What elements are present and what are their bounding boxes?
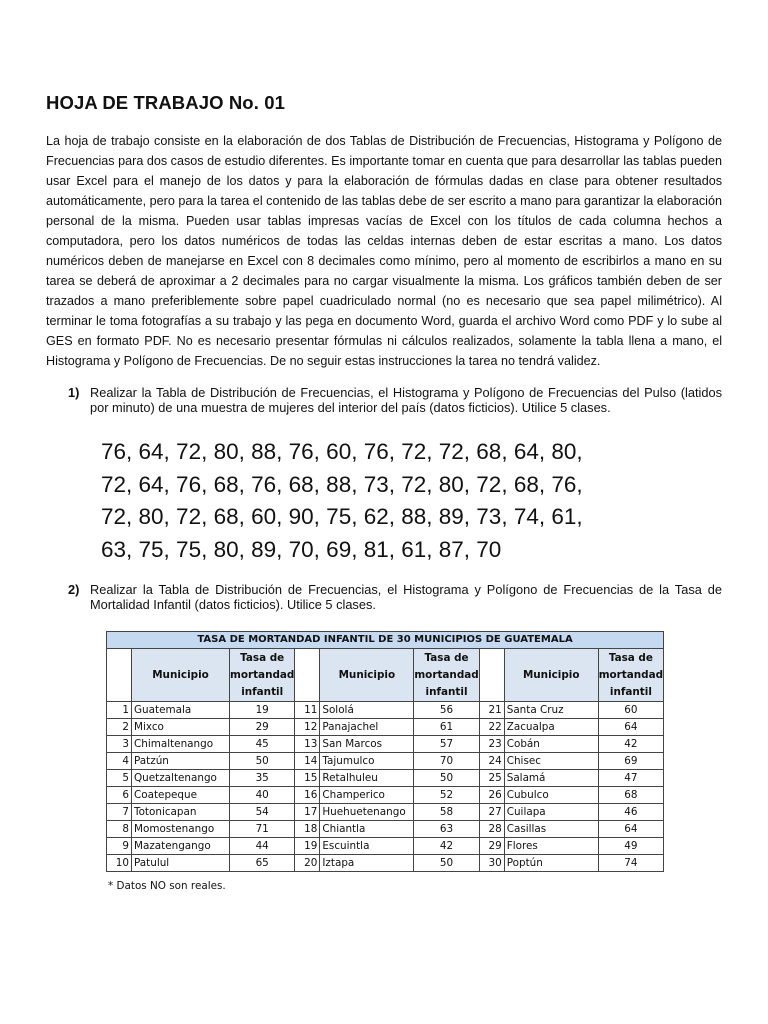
municipio-name: San Marcos bbox=[320, 736, 414, 753]
header-tasa-line: mortandad bbox=[598, 668, 664, 681]
instruction-2-number: 2) bbox=[68, 582, 80, 597]
row-number: 15 bbox=[295, 770, 320, 787]
municipio-name: Zacualpa bbox=[504, 719, 598, 736]
table-row bbox=[107, 753, 664, 770]
municipio-name: Flores bbox=[504, 838, 598, 855]
row-number: 9 bbox=[107, 838, 132, 855]
municipio-name: Mixco bbox=[132, 719, 230, 736]
municipio-name: Guatemala bbox=[132, 702, 230, 719]
row-number: 21 bbox=[479, 702, 504, 719]
tasa-value: 47 bbox=[598, 770, 663, 787]
municipio-name: Panajachel bbox=[320, 719, 414, 736]
municipio-name: Mazatengango bbox=[132, 838, 230, 855]
row-number: 29 bbox=[479, 838, 504, 855]
table-row bbox=[107, 702, 664, 719]
municipio-name: Patzún bbox=[132, 753, 230, 770]
header-tasa-line: mortandad bbox=[230, 668, 295, 681]
instruction-1-number: 1) bbox=[68, 385, 80, 400]
row-number: 20 bbox=[295, 855, 320, 872]
row-number: 14 bbox=[295, 753, 320, 770]
header-tasa bbox=[414, 649, 479, 702]
row-number: 7 bbox=[107, 804, 132, 821]
tasa-value: 69 bbox=[598, 753, 663, 770]
tasa-value: 42 bbox=[598, 736, 663, 753]
municipio-name: Escuintla bbox=[320, 838, 414, 855]
municipio-name: Totonicapan bbox=[132, 804, 230, 821]
row-number: 22 bbox=[479, 719, 504, 736]
tasa-value: 35 bbox=[230, 770, 295, 787]
municipio-name: Coatepeque bbox=[132, 787, 230, 804]
instruction-1 bbox=[68, 385, 722, 415]
tasa-value: 50 bbox=[414, 770, 479, 787]
municipio-name: Chisec bbox=[504, 753, 598, 770]
table-row bbox=[107, 838, 664, 855]
table-body bbox=[107, 702, 664, 872]
header-tasa-line: infantil bbox=[425, 685, 468, 698]
municipio-name: Sololá bbox=[320, 702, 414, 719]
municipio-name: Cubulco bbox=[504, 787, 598, 804]
row-number: 27 bbox=[479, 804, 504, 821]
pulse-data bbox=[101, 436, 583, 566]
municipio-name: Quetzaltenango bbox=[132, 770, 230, 787]
municipio-name: Cuilapa bbox=[504, 804, 598, 821]
header-tasa-line: infantil bbox=[241, 685, 284, 698]
row-number: 6 bbox=[107, 787, 132, 804]
municipio-name: Momostenango bbox=[132, 821, 230, 838]
tasa-value: 50 bbox=[230, 753, 295, 770]
municipio-name: Chimaltenango bbox=[132, 736, 230, 753]
header-blank bbox=[479, 649, 504, 702]
row-number: 11 bbox=[295, 702, 320, 719]
municipio-name: Patulul bbox=[132, 855, 230, 872]
tasa-value: 54 bbox=[230, 804, 295, 821]
header-tasa-line: mortandad bbox=[414, 668, 479, 681]
municipio-name: Chiantla bbox=[320, 821, 414, 838]
tasa-value: 74 bbox=[598, 855, 663, 872]
row-number: 5 bbox=[107, 770, 132, 787]
tasa-value: 70 bbox=[414, 753, 479, 770]
header-tasa-line: Tasa de bbox=[608, 651, 653, 664]
tasa-value: 64 bbox=[598, 719, 663, 736]
mortality-table bbox=[106, 631, 664, 872]
header-blank bbox=[107, 649, 132, 702]
row-number: 4 bbox=[107, 753, 132, 770]
row-number: 17 bbox=[295, 804, 320, 821]
tasa-value: 56 bbox=[414, 702, 479, 719]
tasa-value: 29 bbox=[230, 719, 295, 736]
row-number: 2 bbox=[107, 719, 132, 736]
municipio-name: Tajumulco bbox=[320, 753, 414, 770]
tasa-value: 61 bbox=[414, 719, 479, 736]
municipio-name: Casillas bbox=[504, 821, 598, 838]
row-number: 24 bbox=[479, 753, 504, 770]
header-municipio: Municipio bbox=[504, 649, 598, 702]
instruction-1-text: Realizar la Tabla de Distribución de Frecuencias, el Histograma y Polígono de Frecuencias del Pulso (latidos por minuto) de una muestra de mujeres del interior del país (datos ficticios). Utilice 5 clases. bbox=[90, 385, 722, 415]
row-number: 1 bbox=[107, 702, 132, 719]
table-caption: TASA DE MORTANDAD INFANTIL DE 30 MUNICIPIOS DE GUATEMALA bbox=[107, 632, 664, 649]
header-tasa-line: Tasa de bbox=[240, 651, 285, 664]
tasa-value: 63 bbox=[414, 821, 479, 838]
table-row bbox=[107, 855, 664, 872]
tasa-value: 46 bbox=[598, 804, 663, 821]
instruction-2 bbox=[68, 582, 722, 612]
instruction-2-text: Realizar la Tabla de Distribución de Frecuencias, el Histograma y Polígono de Frecuencias de la Tasa de Mortalidad Infantil (datos ficticios). Utilice 5 clases. bbox=[90, 582, 722, 612]
table-row bbox=[107, 821, 664, 838]
row-number: 28 bbox=[479, 821, 504, 838]
tasa-value: 65 bbox=[230, 855, 295, 872]
table-note: * Datos NO son reales. bbox=[108, 880, 226, 892]
municipio-name: Huehuetenango bbox=[320, 804, 414, 821]
row-number: 26 bbox=[479, 787, 504, 804]
page-title: HOJA DE TRABAJO No. 01 bbox=[46, 92, 285, 113]
tasa-value: 19 bbox=[230, 702, 295, 719]
municipio-name: Santa Cruz bbox=[504, 702, 598, 719]
municipio-name: Iztapa bbox=[320, 855, 414, 872]
tasa-value: 40 bbox=[230, 787, 295, 804]
table-row bbox=[107, 804, 664, 821]
row-number: 10 bbox=[107, 855, 132, 872]
tasa-value: 60 bbox=[598, 702, 663, 719]
tasa-value: 64 bbox=[598, 821, 663, 838]
header-tasa bbox=[230, 649, 295, 702]
row-number: 3 bbox=[107, 736, 132, 753]
municipio-name: Cobán bbox=[504, 736, 598, 753]
municipio-name: Retalhuleu bbox=[320, 770, 414, 787]
row-number: 13 bbox=[295, 736, 320, 753]
tasa-value: 44 bbox=[230, 838, 295, 855]
row-number: 12 bbox=[295, 719, 320, 736]
tasa-value: 42 bbox=[414, 838, 479, 855]
table-row bbox=[107, 787, 664, 804]
tasa-value: 68 bbox=[598, 787, 663, 804]
row-number: 16 bbox=[295, 787, 320, 804]
municipio-name: Champerico bbox=[320, 787, 414, 804]
pulse-line: 63, 75, 75, 80, 89, 70, 69, 81, 61, 87, 70 bbox=[101, 536, 502, 562]
intro-paragraph: La hoja de trabajo consiste en la elaboración de dos Tablas de Distribución de Frecuencias, Histograma y Polígono de Frecuencias para dos casos de estudio diferentes. Es importante tomar en cuenta que para desarrollar las tablas pueden usar Excel para el manejo de los datos y para la elaboración de fórmulas dadas en clase para obtener resultados automáticamente, pero para la tarea el contenido de las tablas debe de ser escrito a mano para garantizar la elaboración personal de la misma. Pueden usar tablas impresas vacías de Excel con los títulos de cada columna hechos a computadora, pero los datos numéricos de todas las celdas internas deben de estar escritas a mano. Los datos numéricos deben de manejarse en Excel con 8 decimales como mínimo, pero al momento de escribirlos a mano en su tarea se deberá de aproximar a 2 decimales para no cargar visualmente la misma. Los gráficos también deben de ser trazados a mano preferiblemente sobre papel cuadriculado normal (no es necesario que sea papel milimétrico). Al terminar le toma fotografías a su trabajo y las pega en documento Word, guarda el archivo Word como PDF y lo sube al GES en formato PDF. No es necesario presentar fórmulas ni cálculos realizados, solamente la tabla llena a mano, el Histograma y Polígono de Frecuencias. De no seguir estas instrucciones la tarea no tendrá validez. bbox=[46, 134, 722, 368]
header-municipio: Municipio bbox=[320, 649, 414, 702]
table-row bbox=[107, 736, 664, 753]
tasa-value: 45 bbox=[230, 736, 295, 753]
header-municipio: Municipio bbox=[132, 649, 230, 702]
row-number: 25 bbox=[479, 770, 504, 787]
tasa-value: 49 bbox=[598, 838, 663, 855]
pulse-line: 76, 64, 72, 80, 88, 76, 60, 76, 72, 72, 68, 64, 80, bbox=[101, 439, 583, 464]
municipio-name: Poptún bbox=[504, 855, 598, 872]
table-row bbox=[107, 770, 664, 787]
tasa-value: 52 bbox=[414, 787, 479, 804]
row-number: 30 bbox=[479, 855, 504, 872]
tasa-value: 58 bbox=[414, 804, 479, 821]
row-number: 23 bbox=[479, 736, 504, 753]
header-tasa-line: Tasa de bbox=[424, 651, 469, 664]
pulse-line: 72, 80, 72, 68, 60, 90, 75, 62, 88, 89, 73, 74, 61, bbox=[101, 504, 583, 529]
row-number: 19 bbox=[295, 838, 320, 855]
table-row bbox=[107, 719, 664, 736]
header-tasa-line: infantil bbox=[609, 685, 652, 698]
header-tasa bbox=[598, 649, 663, 702]
tasa-value: 50 bbox=[414, 855, 479, 872]
row-number: 8 bbox=[107, 821, 132, 838]
header-blank bbox=[295, 649, 320, 702]
pulse-line: 72, 64, 76, 68, 76, 68, 88, 73, 72, 80, 72, 68, 76, bbox=[101, 471, 583, 497]
municipio-name: Salamá bbox=[504, 770, 598, 787]
row-number: 18 bbox=[295, 821, 320, 838]
tasa-value: 57 bbox=[414, 736, 479, 753]
tasa-value: 71 bbox=[230, 821, 295, 838]
